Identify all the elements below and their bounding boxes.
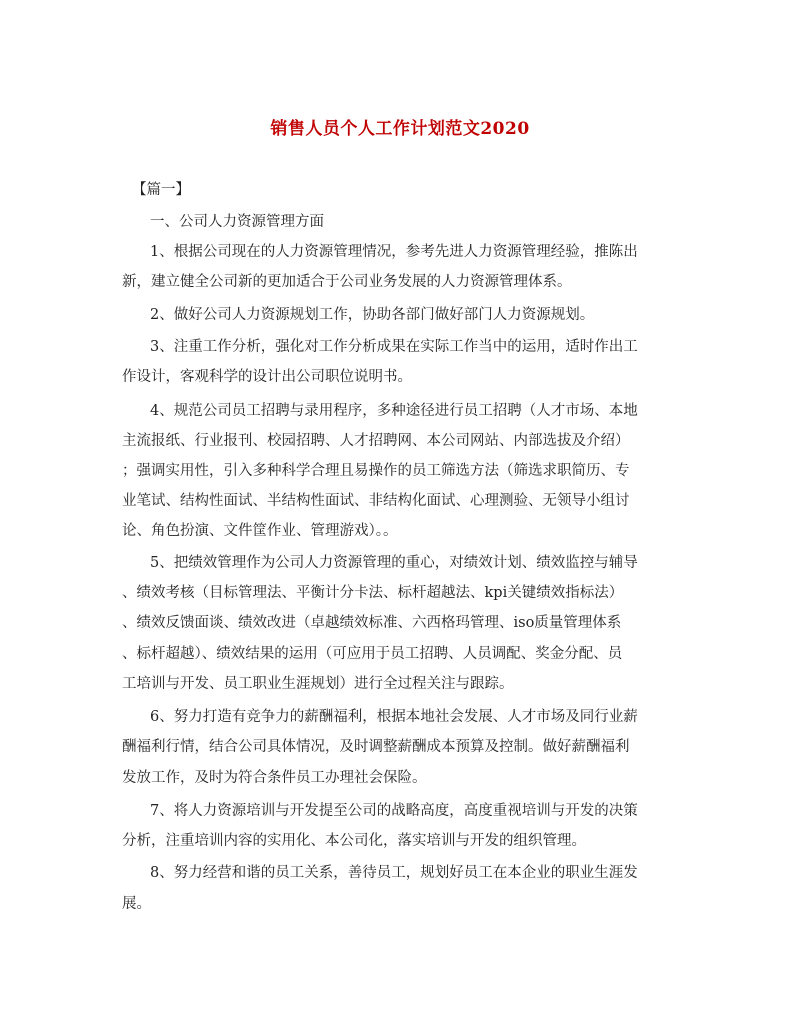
- paragraph-line: ；强调实用性，引入多种科学合理且易操作的员工筛选方法（筛选求职简历、专: [122, 463, 630, 479]
- paragraph-line: 分析，注重培训内容的实用化、本公司化，落实培训与开发的组织管理。: [122, 833, 586, 849]
- paragraph-line: 5、把绩效管理作为公司人力资源管理的重心，对绩效计划、绩效监控与辅导: [150, 555, 638, 571]
- paragraph-line: 4、规范公司员工招聘与录用程序，多种途径进行员工招聘（人才市场、本地: [150, 403, 638, 419]
- paragraph-line: 新，建立健全公司新的更加适合于公司业务发展的人力资源管理体系。: [122, 274, 572, 290]
- section-heading: 一、公司人力资源管理方面: [150, 214, 324, 230]
- paragraph-line: 工培训与开发、员工职业生涯规划）进行全过程关注与跟踪。: [122, 676, 514, 692]
- paragraph-line: 3、注重工作分析，强化对工作分析成果在实际工作当中的运用，适时作出工: [150, 339, 638, 355]
- paragraph-line: 展。: [122, 896, 151, 912]
- paragraph-line: 论、角色扮演、文件筐作业、管理游戏）。。: [122, 523, 398, 539]
- document-title: 销售人员个人工作计划范文2020: [270, 119, 530, 139]
- paragraph-line: 、绩效考核（目标管理法、平衡计分卡法、标杆超越法、kpi关键绩效指标法）: [122, 585, 624, 601]
- section-marker: 【篇一】: [132, 182, 190, 198]
- paragraph-line: 8、努力经营和谐的员工关系，善待员工，规划好员工在本企业的职业生涯发: [150, 865, 638, 881]
- paragraph-line: 2、做好公司人力资源规划工作，协助各部门做好部门人力资源规划。: [150, 307, 595, 323]
- paragraph-line: 主流报纸、行业报刊、校园招聘、人才招聘网、本公司网站、内部选拔及介绍）: [122, 433, 630, 449]
- paragraph-line: 、标杆超越）、绩效结果的运用（可应用于员工招聘、人员调配、奖金分配、员: [122, 646, 623, 662]
- paragraph-line: 、绩效反馈面谈、绩效改进（卓越绩效标准、六西格玛管理、iso质量管理体系: [122, 615, 622, 631]
- paragraph-line: 1、根据公司现在的人力资源管理情况，参考先进人力资源管理经验，推陈出: [150, 244, 638, 260]
- paragraph-line: 酬福利行情，结合公司具体情况，及时调整薪酬成本预算及控制。做好薪酬福利: [122, 739, 630, 755]
- paragraph-line: 7、将人力资源培训与开发提至公司的战略高度，高度重视培训与开发的决策: [150, 803, 638, 819]
- paragraph-line: 发放工作，及时为符合条件员工办理社会保险。: [122, 770, 427, 786]
- paragraph-line: 业笔试、结构性面试、半结构性面试、非结构化面试、心理测验、无领导小组讨: [122, 493, 630, 509]
- paragraph-line: 6、努力打造有竞争力的薪酬福利，根据本地社会发展、人才市场及同行业薪: [150, 709, 638, 725]
- paragraph-line: 作设计，客观科学的设计出公司职位说明书。: [122, 369, 412, 385]
